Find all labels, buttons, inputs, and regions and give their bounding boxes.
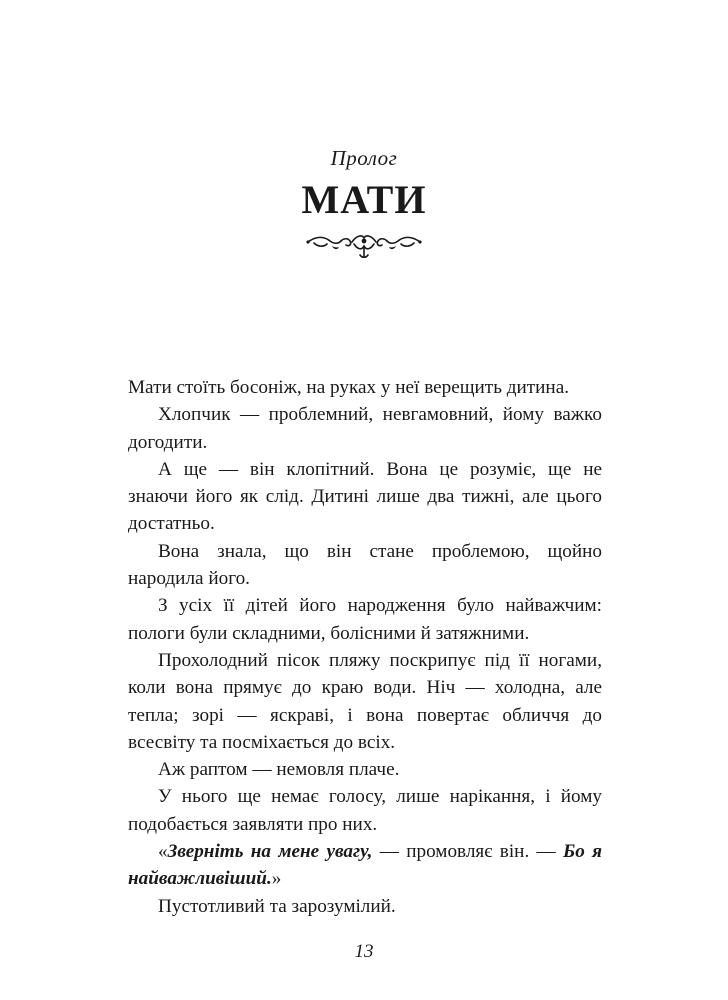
prologue-label: Пролог — [330, 146, 398, 170]
paragraph: Вона знала, що він стане проблемою, щойно народила його. — [128, 540, 602, 590]
flourish-ornament-icon — [304, 228, 424, 262]
quote-emphasis-2: Бо я найважливіший. — [128, 841, 602, 890]
page-number: 13 — [354, 941, 374, 962]
paragraph: Хлопчик — проблемний, невгамовний, йому важко догодити. — [128, 404, 602, 453]
body-text — [128, 374, 602, 920]
paragraph: Прохолодний пісок пляжу поскрипує під її ногами, коли вона прямує до краю води. Ніч — холодна, але тепла; зорі — яскраві, і вона повертає обличчя до всесвіту та посміхається до всіх. — [128, 649, 602, 753]
paragraph: Пустотливий та зарозумілий. — [158, 895, 396, 917]
chapter-title: МАТИ — [301, 177, 427, 222]
quote-paragraph — [128, 838, 602, 893]
paragraph: З усіх її дітей його народження було найважчим: пологи були складними, болісними й затяжними. — [128, 595, 602, 644]
quote-open: « — [158, 841, 168, 863]
quote-close: » — [271, 868, 282, 890]
paragraph: Мати стоїть босоніж, на руках у неї верещить дитина. — [128, 377, 570, 398]
quote-narration: — промовляє він. — — [372, 841, 564, 863]
paragraph: Аж раптом — немовля плаче. — [158, 759, 400, 781]
paragraph: У нього ще немає голосу, лише нарікання, і йому подобається заявляти про них. — [128, 786, 602, 835]
quote-emphasis-1: Зверніть на мене увагу, — [167, 841, 373, 863]
paragraph: А ще — він клопітний. Вона це розуміє, ще не знаючи його як слід. Дитині лише два тижні, але цього достатньо. — [128, 458, 602, 535]
